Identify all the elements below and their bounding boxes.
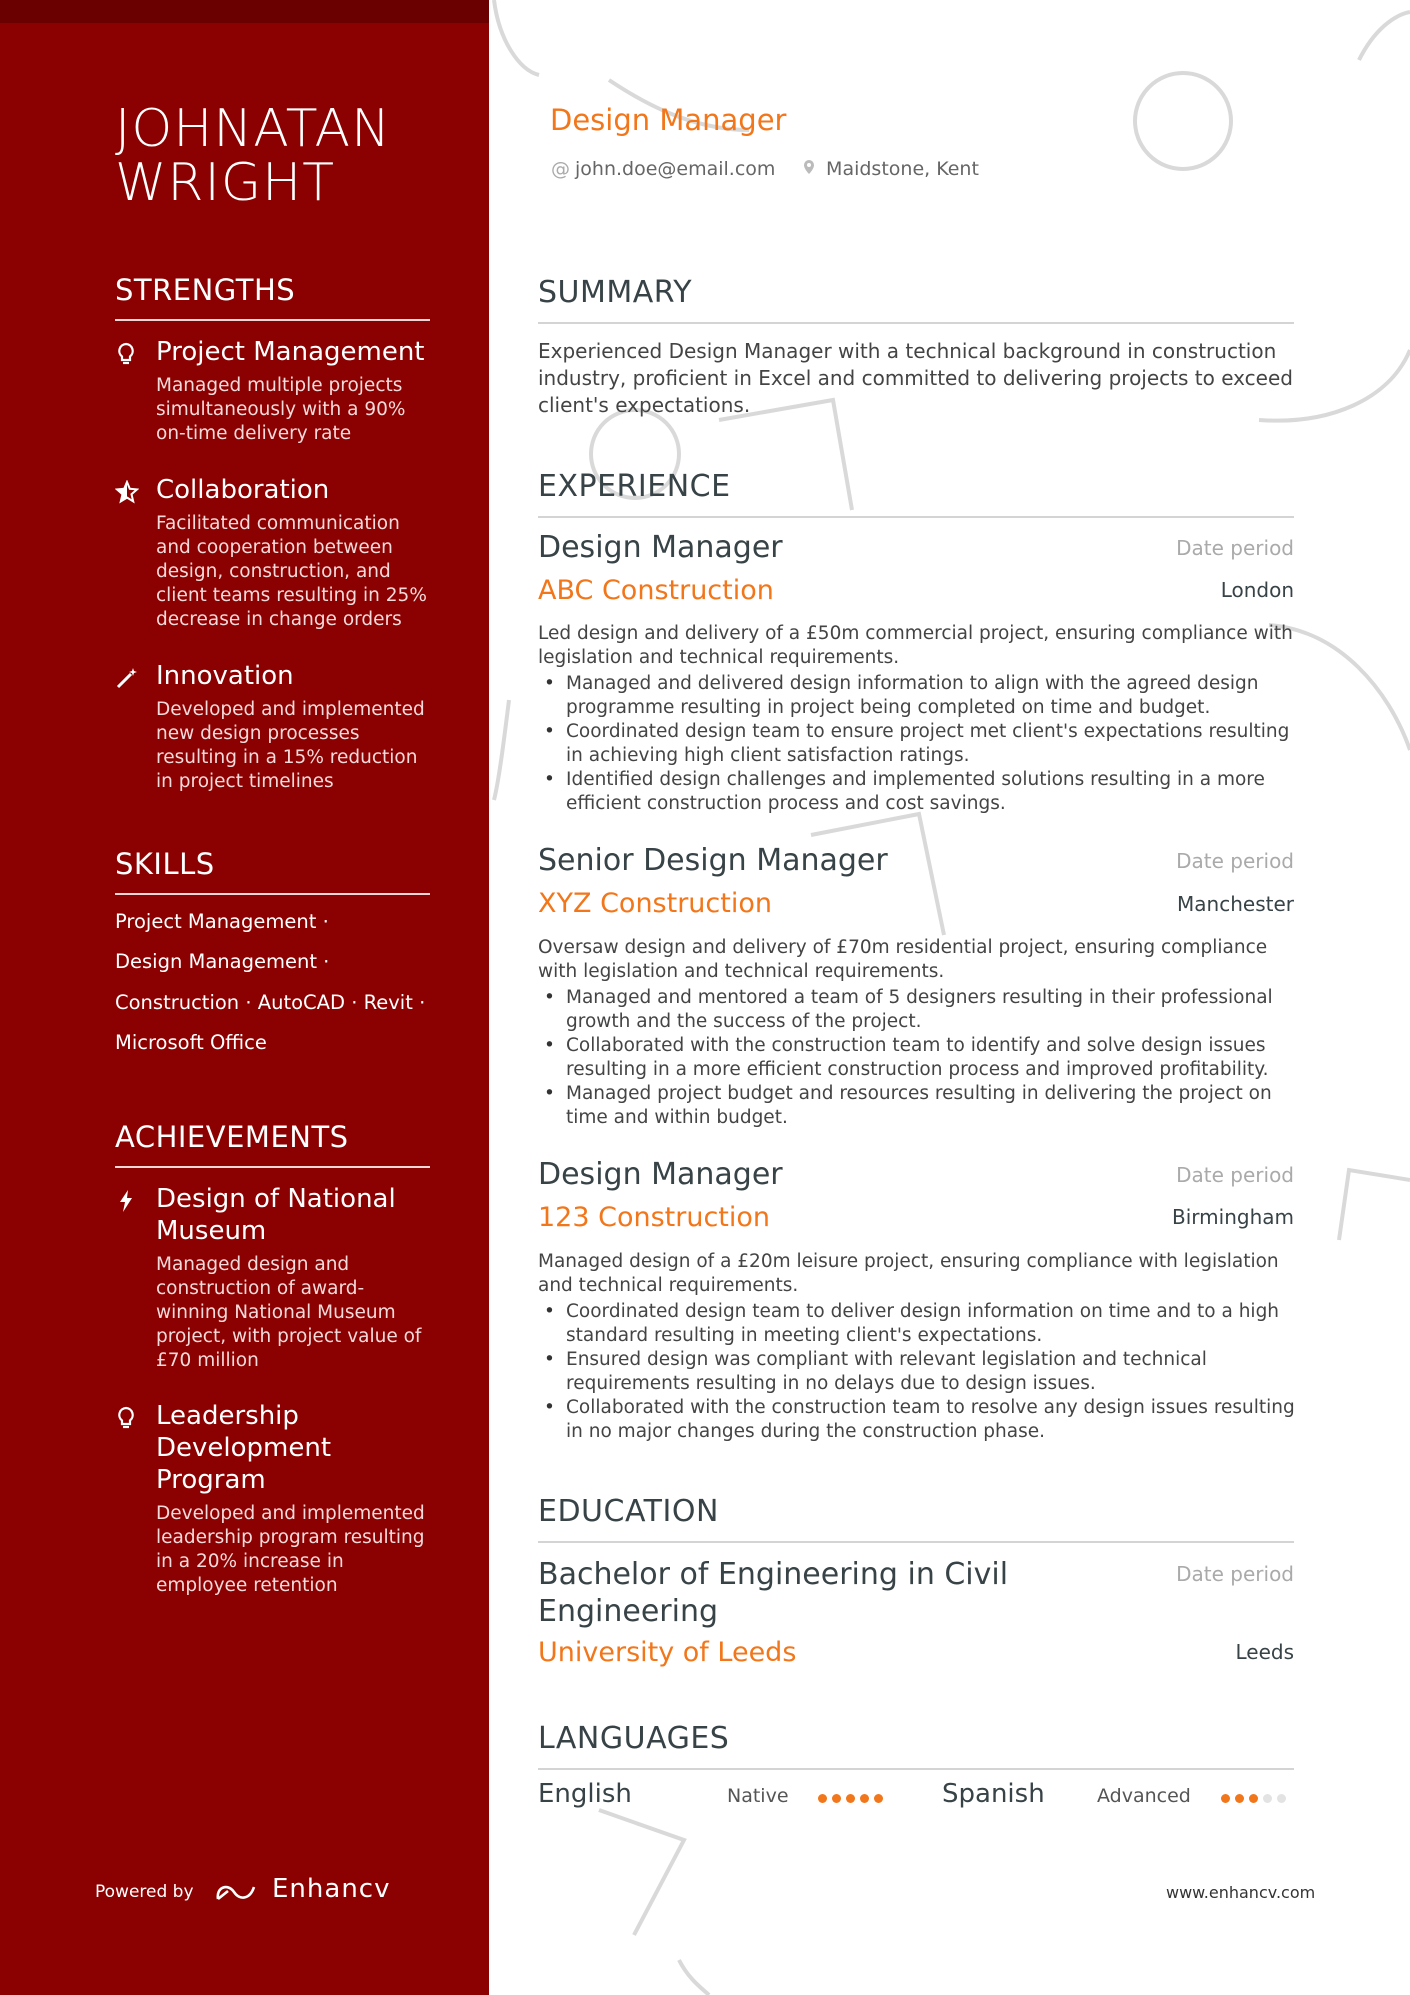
job-title: Senior Design Manager bbox=[538, 843, 888, 878]
website-link[interactable]: www.enhancv.com bbox=[1166, 1883, 1316, 1902]
rating-dot-filled bbox=[1249, 1794, 1258, 1803]
language-level: Native bbox=[727, 1785, 789, 1807]
language-rating bbox=[1221, 1788, 1291, 1800]
strength-title: Project Management bbox=[156, 337, 425, 367]
achievement-desc: Managed design and construction of award-winning National Museum project, with project value of £70 million bbox=[156, 1254, 422, 1371]
rating-dot-empty bbox=[1277, 1794, 1286, 1803]
experience-heading: EXPERIENCE bbox=[538, 469, 1294, 518]
job-bullet: • Collaborated with the construction team to resolve any design issues resulting in no major changes during the construction phase. bbox=[538, 1396, 1298, 1444]
rating-dot-filled bbox=[846, 1794, 855, 1803]
rating-dot-filled bbox=[832, 1794, 841, 1803]
education-date: Date period bbox=[1176, 1562, 1294, 1586]
strength-title: Innovation bbox=[156, 661, 294, 691]
job-bullet: • Coordinated design team to ensure project met client's expectations resulting in achieving high client satisfaction ratings. bbox=[538, 720, 1298, 768]
achievement-desc: Developed and implemented leadership program resulting in a 20% increase in employee retention bbox=[156, 1503, 425, 1596]
job-location: London bbox=[1220, 578, 1294, 602]
strength-item bbox=[115, 474, 435, 632]
strength-desc: Developed and implemented new design processes resulting in a 15% reduction in project timelines bbox=[156, 699, 425, 792]
powered-by-label: Powered by bbox=[95, 1882, 194, 1902]
job-summary: Managed design of a £20m leisure project, ensuring compliance with legislation and technical requirements. bbox=[538, 1251, 1279, 1296]
at-icon: @ bbox=[551, 158, 570, 180]
rating-dot-filled bbox=[818, 1794, 827, 1803]
job-location: Birmingham bbox=[1172, 1205, 1294, 1229]
bolt-icon bbox=[115, 1189, 139, 1213]
skill-line: Project Management · bbox=[115, 910, 329, 933]
job-bullet: • Collaborated with the construction team to identify and solve design issues resulting in a more efficient construction process and improved profitability. bbox=[538, 1034, 1298, 1082]
achievement-title: Leadership Development Program bbox=[156, 1401, 332, 1495]
achievements-heading: ACHIEVEMENTS bbox=[115, 1120, 430, 1168]
location-pin-icon bbox=[803, 158, 821, 180]
location-contact bbox=[803, 158, 979, 180]
job-company: 123 Construction bbox=[538, 1202, 771, 1233]
summary-text: Experienced Design Manager with a technical background in construction industry, proficient in Excel and committed to delivering projects to exceed client's expectations. bbox=[538, 339, 1293, 417]
job-title: Design Manager bbox=[538, 1157, 783, 1192]
strengths-heading: STRENGTHS bbox=[115, 273, 430, 321]
job-description bbox=[538, 622, 1298, 816]
job-role: Design Manager bbox=[550, 103, 787, 137]
job-company: XYZ Construction bbox=[538, 888, 772, 919]
lightbulb-icon bbox=[115, 1406, 139, 1430]
lightbulb-icon bbox=[115, 342, 139, 366]
job-description bbox=[538, 936, 1298, 1130]
skill-line: Microsoft Office bbox=[115, 1031, 267, 1054]
job-company: ABC Construction bbox=[538, 575, 774, 606]
job-summary: Oversaw design and delivery of £70m residential project, ensuring compliance with legislation and technical requirements. bbox=[538, 937, 1268, 982]
job-summary: Led design and delivery of a £50m commercial project, ensuring compliance with legislation and technical requirements. bbox=[538, 623, 1293, 668]
skill-line: Construction · AutoCAD · Revit · bbox=[115, 991, 426, 1014]
strength-desc: Facilitated communication and cooperation between design, construction, and client teams resulting in 25% decrease in change orders bbox=[156, 513, 427, 630]
enhancv-brand[interactable]: Enhancv bbox=[272, 1874, 391, 1904]
job-location: Manchester bbox=[1177, 892, 1294, 916]
email-contact[interactable] bbox=[551, 158, 775, 180]
job-bullet: • Ensured design was compliant with relevant legislation and technical requirements resulting in no delays due to design issues. bbox=[538, 1348, 1298, 1396]
email-text: john.doe@email.com bbox=[575, 158, 776, 180]
rating-dot-filled bbox=[874, 1794, 883, 1803]
achievement-item bbox=[115, 1183, 435, 1373]
strength-desc: Managed multiple projects simultaneously with a 90% on-time delivery rate bbox=[156, 375, 406, 444]
candidate-name: JOHNATAN WRIGHT bbox=[115, 99, 391, 213]
job-description bbox=[538, 1250, 1298, 1444]
language-level: Advanced bbox=[1097, 1785, 1191, 1807]
job-bullet: • Managed project budget and resources resulting in delivering the project on time and within budget. bbox=[538, 1082, 1298, 1130]
education-school: University of Leeds bbox=[538, 1637, 797, 1668]
job-bullet: • Managed and delivered design information to align with the agreed design programme resulting in project being completed on time and budget. bbox=[538, 672, 1298, 720]
achievement-item bbox=[115, 1400, 435, 1598]
rating-dot-filled bbox=[1221, 1794, 1230, 1803]
rating-dot-filled bbox=[860, 1794, 869, 1803]
strength-title: Collaboration bbox=[156, 475, 330, 505]
education-degree: Bachelor of Engineering in Civil Engineering bbox=[538, 1557, 1009, 1629]
summary-heading: SUMMARY bbox=[538, 275, 1294, 324]
language-rating bbox=[818, 1788, 888, 1800]
job-bullet: • Managed and mentored a team of 5 designers resulting in their professional growth and the success of the project. bbox=[538, 986, 1298, 1034]
strength-item bbox=[115, 336, 435, 446]
location-text: Maidstone, Kent bbox=[826, 158, 979, 180]
job-date: Date period bbox=[1176, 849, 1294, 873]
job-date: Date period bbox=[1176, 536, 1294, 560]
job-bullet: • Coordinated design team to deliver design information on time and to a high standard resulting in meeting client's expectations. bbox=[538, 1300, 1298, 1348]
sidebar-top-band bbox=[0, 0, 489, 23]
job-title: Design Manager bbox=[538, 530, 783, 565]
language-name: Spanish bbox=[942, 1779, 1045, 1809]
education-heading: EDUCATION bbox=[538, 1494, 1294, 1543]
rating-dot-empty bbox=[1263, 1794, 1272, 1803]
job-date: Date period bbox=[1176, 1163, 1294, 1187]
education-location: Leeds bbox=[1235, 1640, 1294, 1664]
language-name: English bbox=[538, 1779, 632, 1809]
magic-wand-icon bbox=[115, 666, 139, 690]
job-bullet: • Identified design challenges and implemented solutions resulting in a more efficient construction process and cost savings. bbox=[538, 768, 1298, 816]
rating-dot-filled bbox=[1235, 1794, 1244, 1803]
languages-heading: LANGUAGES bbox=[538, 1721, 1294, 1770]
enhancv-logo-icon bbox=[214, 1879, 264, 1905]
strength-item bbox=[115, 660, 435, 794]
star-icon bbox=[115, 480, 139, 504]
achievement-title: Design of National Museum bbox=[156, 1184, 396, 1246]
skills-heading: SKILLS bbox=[115, 847, 430, 895]
skill-line: Design Management · bbox=[115, 950, 330, 973]
